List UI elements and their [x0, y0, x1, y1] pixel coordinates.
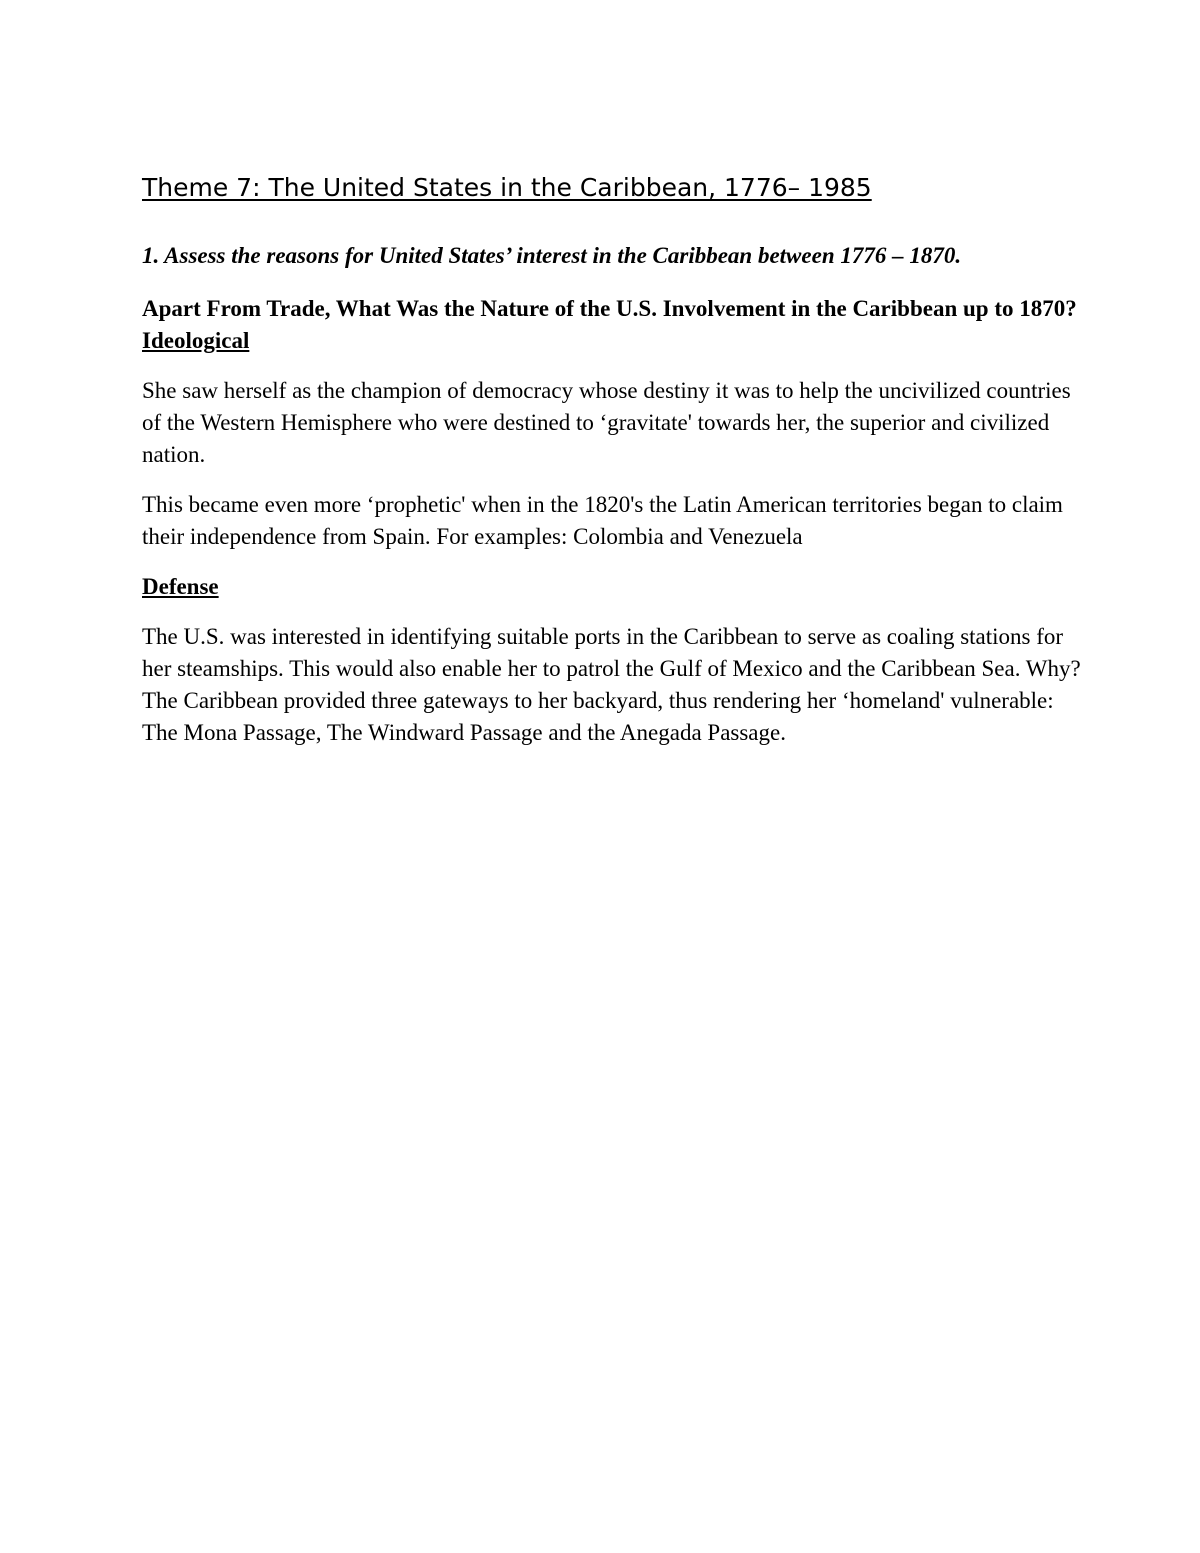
defense-paragraph-1: The U.S. was interested in identifying suitable ports in the Caribbean to serve as coaling stations for her steamships. This would also enable her to patrol the Gulf of Mexico and the Caribbean Sea. Why? The Caribbean provided three gateways to her backyard, thus rendering her ‘homeland' vulnerable: The Mona Passage, The Windward Passage and the Anegada Passage. — [142, 624, 1081, 745]
section-label-ideological: Ideological — [142, 328, 250, 353]
section-subheading: Apart From Trade, What Was the Nature of the U.S. Involvement in the Caribbean up to 1870? — [142, 296, 1077, 321]
section-label-defense: Defense — [142, 574, 219, 599]
question-prompt: 1. Assess the reasons for United States’ interest in the Caribbean between 1776 – 1870. — [142, 243, 962, 268]
ideological-paragraph-1: She saw herself as the champion of democracy whose destiny it was to help the uncivilized countries of the Western Hemisphere who were destined to ‘gravitate' towards her, the superior and civilized nation. — [142, 378, 1071, 467]
document-content — [142, 168, 1082, 749]
theme-title: Theme 7: The United States in the Caribbean, 1776– 1985 — [142, 173, 872, 202]
ideological-paragraph-2: This became even more ‘prophetic' when in the 1820's the Latin American territories began to claim their independence from Spain. For examples: Colombia and Venezuela — [142, 492, 1063, 549]
